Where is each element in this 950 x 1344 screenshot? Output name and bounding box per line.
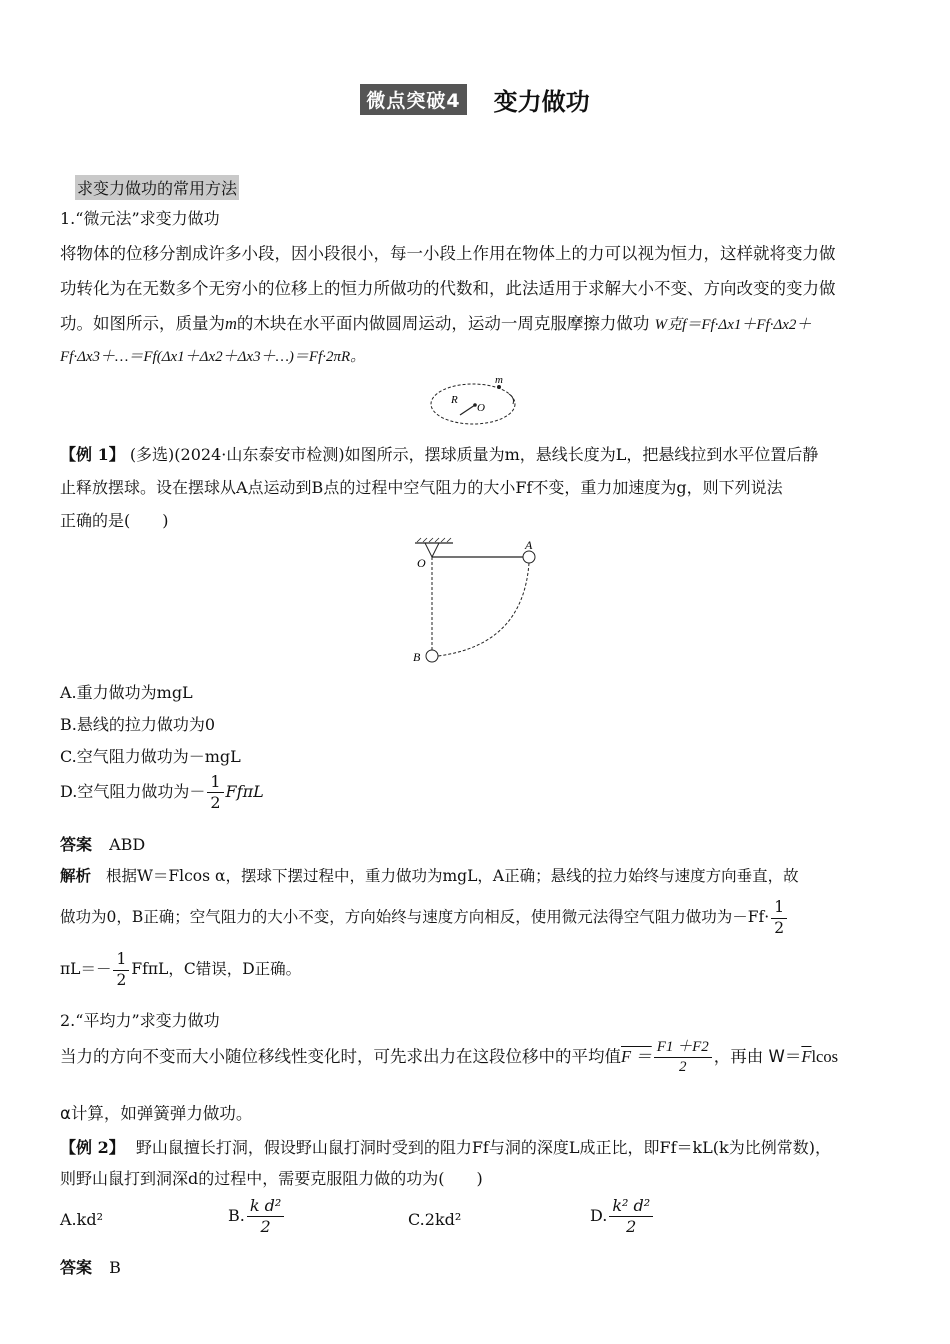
average-force-fraction [654,1040,712,1075]
example1-option-d [60,774,264,811]
section-heading: 求变力做功的常用方法 [75,175,239,200]
method2-text-b: ，再由 W＝ [713,1047,802,1066]
method1-paragraph-line3 [60,310,811,334]
fraction-numerator: 1 [113,952,129,971]
example1-question-line3: 正确的是( ) [60,511,169,530]
example1-answer-line [60,832,145,855]
method1-text-a: 功。如图所示，质量为 [60,314,225,333]
method1-heading: 1.“微元法”求变力做功 [60,209,220,228]
mass-symbol: m [225,314,237,333]
example1-label: 【例 1】 [60,445,125,464]
example1-option-a: A.重力做功为mgL [60,683,193,702]
ball-at-B [426,650,438,662]
fraction-numerator: 1 [771,900,787,919]
example2-question-line2: 则野山鼠打到洞深d的过程中，需要克服阻力做的功为( ) [60,1169,483,1188]
option-d-prefix: D. [590,1206,608,1225]
analysis-text3b: FfπL，C错误，D正确。 [131,960,302,978]
title-badge: 微点突破4 [360,84,466,115]
ceiling-hatch [417,538,451,542]
example1-text1: 如图所示，摆球质量为m，悬线长度为L，把悬线拉到水平位置后静 [344,445,819,464]
fraction-denominator: 2 [210,793,221,812]
work-formula-part2: Ff·Δx3＋…＝Ff(Δx1＋Δx2＋Δx3＋…)＝Ff·2πR。 [60,349,366,365]
analysis-text1: 根据W＝Flcos α，摆球下摆过程中，重力做功为mgL，A正确；悬线的拉力始终与速度方向垂直，故 [105,867,799,885]
example2-option-c: C.2kd² [408,1210,462,1229]
analysis-text2: 做功为0，B正确；空气阻力的大小不变，方向始终与速度方向相反，使用微元法得空气阻力做功为－Ff· [60,908,770,926]
title-row [0,82,950,117]
example2-text1: 野山鼠擅长打洞，假设野山鼠打洞时受到的阻力Ff与洞的深度L成正比，即Ff＝kL(k为比例常数)， [135,1138,831,1157]
analysis-line3 [60,952,301,988]
swing-arc [438,563,529,656]
fraction-denominator: 2 [626,1217,637,1236]
fraction-denominator: 2 [116,970,127,989]
radius-line [460,405,475,415]
analysis-label: 解析 [60,866,92,885]
example2-option-a: A.kd² [60,1210,103,1229]
answer-value: B [109,1258,121,1277]
label-A: A [525,538,533,552]
method1-paragraph-line1: 将物体的位移分割成许多小段，因小段很小，每一小段上作用在物体上的力可以视为恒力，这样就将变力做 [60,244,836,263]
fraction-half [207,774,223,811]
example1-option-c: C.空气阻力做功为－mgL [60,747,241,766]
answer-label: 答案 [60,835,93,854]
method2-heading: 2.“平均力”求变力做功 [60,1011,220,1030]
example1-question-line1 [60,442,818,465]
work-formula-part1: W克f＝Ff·Δx1＋Ff·Δx2＋ [654,317,812,333]
analysis-fraction2 [113,952,129,988]
method2-paragraph-line1 [60,1040,838,1075]
circular-motion-figure [425,372,525,432]
method2-text-a: 当力的方向不变而大小随位移线性变化时，可先求出力在这段位移中的平均值 [60,1047,621,1066]
fraction-denominator: 2 [260,1217,271,1236]
option-d-fraction [609,1198,653,1235]
method1-paragraph-line2: 功转化为在无数多个无穷小的位移上的恒力所做功的代数和，此法适用于求解大小不变、方向改变的变力做 [60,279,836,298]
average-force-symbol: F ＝ [621,1047,652,1066]
fraction-numerator: 1 [207,774,223,793]
option-b-prefix: B. [228,1206,245,1225]
direction-arrow [509,394,514,404]
example1-tag: (多选)(2024·山东泰安市检测) [129,445,345,464]
option-d-tail: FfπL [225,782,264,801]
answer-value: ABD [109,835,146,854]
circular-path [431,384,515,424]
average-force-symbol-2: $\overline{F}$ [801,1047,812,1066]
analysis-text3a: πL＝－ [60,960,112,978]
label-m: m [495,374,503,386]
fraction-denominator: 2 [679,1059,687,1075]
fraction-denominator: 2 [774,918,785,937]
option-d-text: D.空气阻力做功为－ [60,782,206,801]
analysis-line2 [60,900,789,936]
analysis-line1 [60,864,799,886]
answer-label: 答案 [60,1258,93,1277]
example2-question-line1 [60,1135,831,1158]
label-O: O [417,556,426,570]
example2-option-d [590,1198,655,1235]
method1-text-b: 的木块在水平面内做圆周运动，运动一周克服摩擦力做功 [236,314,650,333]
ball-at-A [523,551,535,563]
fraction-numerator: k d² [247,1198,284,1217]
method2-text-c: lcos [811,1047,839,1066]
label-R: R [451,394,458,406]
label-O: O [477,402,485,414]
example2-label: 【例 2】 [60,1138,125,1157]
page-title: 变力做功 [493,88,590,116]
pivot-support [425,543,439,557]
option-b-fraction [247,1198,284,1235]
example1-question-line2: 止释放摆球。设在摆球从A点运动到B点的过程中空气阻力的大小Ff不变，重力加速度为g，则下列说法 [60,478,783,497]
pendulum-figure [405,535,550,670]
analysis-fraction1 [771,900,787,936]
fraction-numerator: F1 ＋F2 [654,1040,712,1058]
example2-answer-line [60,1255,121,1278]
example2-option-b [228,1198,286,1235]
fraction-numerator: k² d² [609,1198,653,1217]
label-B: B [413,650,421,664]
example1-option-b: B.悬线的拉力做功为0 [60,715,216,734]
method2-paragraph-line2: α计算，如弹簧弹力做功。 [60,1104,253,1123]
